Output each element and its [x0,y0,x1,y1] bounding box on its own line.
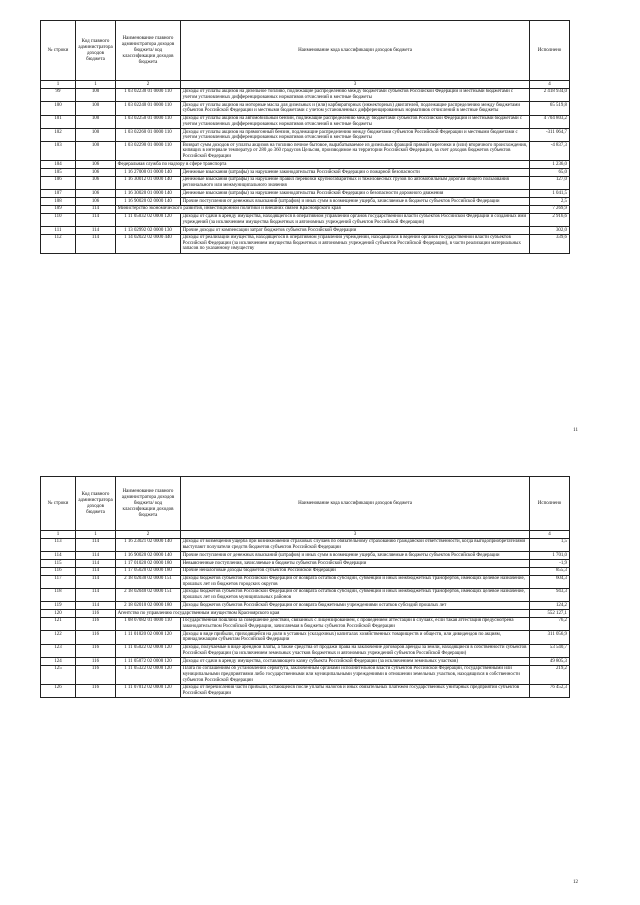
row-number-cell: 113 [41,538,76,551]
classification-name-cell: Доходы в виде прибыли, приходящейся на доли в уставных (складочных) капиталах хозяйственных товариществ и обществ, или дивидендов по акциям, принадлежащим субъектам Российской Федерации [181,631,530,644]
column-number: 1 [76,81,116,89]
row-number-cell: 120 [41,610,76,618]
admin-code-cell: 106 [76,197,116,205]
header-admin-code: Код главного администратора доходов бюджета [76,21,116,81]
admin-code-cell: 114 [76,559,116,567]
row-number-cell: 100 [41,102,76,115]
classification-code-cell: 1 11 05072 02 0000 120 [116,657,181,665]
table-row [41,88,570,101]
classification-name-cell: Доходы от перечисления части прибыли, остающейся после уплаты налогов и иных обязательных платежей государственных унитарных предприятий субъектов Российской Федерации [181,684,530,697]
header-executed: Исполнено [530,21,570,81]
amount-cell: -4 837,3 [530,142,570,161]
admin-code-cell: 100 [76,142,116,161]
table-row [41,197,570,205]
column-number: 1 [41,81,76,89]
admin-code-cell: 114 [76,234,116,253]
amount-cell: 2,5 [530,197,570,205]
classification-name-cell: Денежные взыскания (штрафы) за нарушение правил перевозки крупногабаритных и тяжеловесных грузов по автомобильным дорогам общего пользования регионального или межмуниципального значения [181,176,530,189]
row-number-cell: 112 [41,234,76,253]
table-row [41,142,570,161]
classification-name-cell: Возврат сумм доходов от уплаты акцизов на топливо печное бытовое, вырабатываемое из дизельных фракций прямой перегонки и (или) вторичного происхождения, кипящих в интервале температур от 280 до 360 градусов Цельсия, производимое на территории Российской Федерации, за счет доходов бюджетов субъектов Российской Федерации [181,142,530,161]
row-number-cell: 107 [41,190,76,198]
row-number-cell: 104 [41,161,76,169]
row-number-cell: 105 [41,169,76,177]
page-number: 11 [573,428,578,433]
row-number-cell: 110 [41,213,76,226]
classification-name-cell: Прочие поступления от денежных взысканий (штрафов) и иных сумм в возмещение ущерба, зачисляемые в бюджеты субъектов Российской Федерации [181,552,530,560]
header-executed: Исполнено [530,477,570,531]
classification-code-cell: 1 03 02260 01 0000 110 [116,128,181,141]
admin-code-cell: 116 [76,657,116,665]
amount-cell: 7 269,9 [530,205,570,213]
admin-code-cell: 100 [76,115,116,128]
header-admin-code: Код главного администратора доходов бюджета [76,477,116,531]
classification-code-cell: 1 03 02240 01 0000 110 [116,102,181,115]
admin-code-cell: 114 [76,575,116,588]
amount-cell: -311 064,7 [530,128,570,141]
classification-code-cell: 1 11 07012 02 0000 120 [116,684,181,697]
classification-code-cell: 1 16 30012 01 0000 140 [116,176,181,189]
header-row-number: № строки [41,477,76,531]
classification-name-cell: Доходы бюджетов субъектов Российской Федерации от возврата остатков субсидий, субвенций и иных межбюджетных трансфертов, имеющих целевое назначение, прошлых лет из бюджетов городских округов [181,575,530,588]
admin-code-cell: 106 [76,169,116,177]
amount-cell: 1 701,0 [530,552,570,560]
column-number: 4 [530,531,570,539]
amount-cell: 53 540,7 [530,644,570,657]
admin-code-cell: 116 [76,644,116,657]
admin-code-cell: 100 [76,88,116,101]
amount-cell: 552 127,1 [530,610,570,618]
section-name-cell: Агентство по управлению государственным имуществом Красноярского края [116,610,530,618]
table-row [41,610,570,618]
classification-name-cell: Доходы от уплаты акцизов на дизельное топливо, подлежащие распределению между бюджетами субъектов Российской Федерации и местными бюджетами с учетом установленных дифференцированных нормативов отчислений в местные бюджеты [181,88,530,101]
header-admin-name: Наименование главного администратора доходов бюджета/ код классификации доходов бюджета [116,21,181,81]
table-row [41,644,570,657]
classification-name-cell: Невыясненные поступления, зачисляемые в бюджеты субъектов Российской Федерации [181,559,530,567]
table-row [41,226,570,234]
amount-cell: 65,0 [530,169,570,177]
admin-code-cell: 100 [76,102,116,115]
amount-cell: 2 418 934,0 [530,88,570,101]
page-number: 12 [573,880,578,885]
table-row [41,176,570,189]
table-row [41,234,570,253]
classification-name-cell: Доходы от сдачи в аренду имущества, находящегося в оперативном управлении органов государственной власти субъектов Российской Федерации и созданных ими учреждений (за исключением имущества бюджетных и автономных учреждений субъектов Российской Федерации) [181,213,530,226]
row-number-cell: 103 [41,142,76,161]
classification-code-cell: 1 16 27000 01 0000 140 [116,169,181,177]
header-classification-name: Наименование кода классификации доходов бюджета [181,21,530,81]
classification-name-cell: Доходы от уплаты акцизов на моторные масла для дизельных и (или) карбюраторных (инжекторных) двигателей, подлежащие распределению между бюджетами субъектов Российской Федерации и местными бюджетами с учетом установленных дифференцированных нормативов отчислений в местные бюджеты [181,102,530,115]
classification-name-cell: Доходы бюджетов субъектов Российской Федерации от возврата остатков субсидий, субвенций и иных межбюджетных трансфертов, имеющих целевое назначение, прошлых лет из бюджетов муниципальных районов [181,588,530,601]
row-number-cell: 102 [41,128,76,141]
column-number: 1 [76,531,116,539]
classification-code-cell: 1 17 01020 02 0000 180 [116,559,181,567]
section-name-cell: Федеральная служба по надзору в сфере транспорта [116,161,530,169]
classification-name-cell: Доходы от возмещения ущерба при возникновении страховых случаев по обязательному страхованию гражданской ответственности, когда выгодоприобретателями выступают получатели средств бюджетов субъектов Российской Федерации [181,538,530,551]
classification-name-cell: Государственная пошлина за совершение действий, связанных с лицензированием, с проведением аттестации в случаях, если такая аттестация предусмотрена законодательством Российской Федерации, зачисляемая в бюджеты субъектов Российской Федерации [181,617,530,630]
admin-code-cell: 100 [76,128,116,141]
column-number: 1 [41,531,76,539]
classification-name-cell: Прочие доходы от компенсации затрат бюджетов субъектов Российской Федерации [181,226,530,234]
row-number-cell: 101 [41,115,76,128]
classification-code-cell: 1 03 02250 01 0000 110 [116,115,181,128]
amount-cell: 2 916,6 [530,213,570,226]
classification-code-cell: 1 16 90020 02 0000 140 [116,552,181,560]
admin-code-cell: 114 [76,602,116,610]
classification-name-cell: Денежные взыскания (штрафы) за нарушение законодательства Российской Федерации о безопасности дорожного движения [181,190,530,198]
column-number: 2 [116,81,181,89]
row-number-cell: 125 [41,665,76,684]
table-row [41,602,570,610]
column-number: 2 [116,531,181,539]
table-row [41,213,570,226]
admin-code-cell: 114 [76,226,116,234]
classification-code-cell: 1 08 07082 01 0000 110 [116,617,181,630]
admin-code-cell: 114 [76,205,116,213]
admin-code-cell: 114 [76,567,116,575]
table-row [41,657,570,665]
classification-name-cell: Прочие поступления от денежных взысканий (штрафов) и иных сумм в возмещение ущерба, зачисляемые в бюджеты субъектов Российской Федерации [181,197,530,205]
classification-code-cell: 1 11 01020 02 0000 120 [116,631,181,644]
amount-cell: 339,6 [530,234,570,253]
amount-cell: 1,5 [530,538,570,551]
classification-name-cell: Денежные взыскания (штрафы) за нарушение законодательства Российской Федерации о пожарной безопасности [181,169,530,177]
classification-code-cell: 2 18 02030 02 0000 151 [116,575,181,588]
table-row [41,631,570,644]
header-row-number: № строки [41,21,76,81]
table-page-12 [40,476,570,698]
classification-code-cell: 1 16 23021 02 0000 140 [116,538,181,551]
table-row [41,169,570,177]
table-row [41,617,570,630]
classification-code-cell: 1 17 05020 02 0000 180 [116,567,181,575]
row-number-cell: 117 [41,575,76,588]
row-number-cell: 124 [41,657,76,665]
classification-code-cell: 1 16 30020 01 0000 140 [116,190,181,198]
classification-name-cell: Плата по соглашениям об установлении сервитута, заключенным органами исполнительной власти субъектов Российской Федерации, государственными или муниципальными предприятиями либо государственными или муниципальными учреждениями в отношении земельных участков, находящихся в собственности субъектов Российской Федерации [181,665,530,684]
row-number-cell: 115 [41,559,76,567]
admin-code-cell: 116 [76,610,116,618]
amount-cell: 1 041,5 [530,190,570,198]
table-row [41,588,570,601]
amount-cell: 49 805,3 [530,657,570,665]
table-row [41,684,570,697]
admin-code-cell: 116 [76,684,116,697]
admin-code-cell: 106 [76,161,116,169]
table-row [41,538,570,551]
classification-name-cell: Доходы от уплаты акцизов на прямогонный бензин, подлежащие распределению между бюджетами субъектов Российской Федерации и местными бюджетами с учетом установленных дифференцированных нормативов отчислений в местные бюджеты [181,128,530,141]
table-row [41,128,570,141]
admin-code-cell: 114 [76,213,116,226]
table-row [41,575,570,588]
classification-name-cell: Доходы от уплаты акцизов на автомобильный бензин, подлежащие распределению между бюджетами субъектов Российской Федерации и местными бюджетами с учетом установленных дифференцированных нормативов отчислений в местные бюджеты [181,115,530,128]
table-page-11 [40,20,570,254]
classification-code-cell: 1 13 02992 02 0000 130 [116,226,181,234]
admin-code-cell: 116 [76,631,116,644]
column-number: 3 [181,81,530,89]
admin-code-cell: 106 [76,190,116,198]
header-admin-name: Наименование главного администратора доходов бюджета/ код классификации доходов бюджета [116,477,181,531]
row-number-cell: 109 [41,205,76,213]
classification-code-cell: 1 03 02230 01 0000 110 [116,88,181,101]
row-number-cell: 111 [41,226,76,234]
admin-code-cell: 116 [76,665,116,684]
admin-code-cell: 114 [76,588,116,601]
row-number-cell: 114 [41,552,76,560]
admin-code-cell: 106 [76,176,116,189]
row-number-cell: 106 [41,176,76,189]
classification-code-cell: 2 18 02010 02 0000 180 [116,602,181,610]
row-number-cell: 126 [41,684,76,697]
classification-code-cell: 1 11 05322 02 0000 120 [116,665,181,684]
header-classification-name: Наименование кода классификации доходов бюджета [181,477,530,531]
classification-name-cell: Прочие неналоговые доходы бюджетов субъектов Российской Федерации [181,567,530,575]
table-row [41,665,570,684]
amount-cell: 604,3 [530,575,570,588]
row-number-cell: 118 [41,588,76,601]
amount-cell: 65 519,8 [530,102,570,115]
row-number-cell: 119 [41,602,76,610]
table-row [41,190,570,198]
classification-code-cell: 1 14 02022 02 0000 440 [116,234,181,253]
column-number: 4 [530,81,570,89]
row-number-cell: 108 [41,197,76,205]
row-number-cell: 121 [41,617,76,630]
amount-cell: 219,2 [530,665,570,684]
section-name-cell: Министерство экономического развития, инвестиционной политики и внешних связей Красноярского края [116,205,530,213]
amount-cell: 311 056,9 [530,631,570,644]
admin-code-cell: 114 [76,552,116,560]
table-body [41,538,570,697]
amount-cell: 76,2 [530,617,570,630]
table-body [41,88,570,253]
classification-name-cell: Доходы от реализации имущества, находящегося в оперативном управлении учреждений, находящихся в ведении органов государственной власти субъектов Российской Федерации (за исключением имущества бюджетных и автономных учреждений субъектов Российской Федерации), в части реализации материальных запасов по указанному имуществу [181,234,530,253]
table-row [41,115,570,128]
table-row [41,205,570,213]
row-number-cell: 123 [41,644,76,657]
classification-code-cell: 1 16 90020 02 0000 140 [116,197,181,205]
classification-name-cell: Доходы бюджетов субъектов Российской Федерации от возврата бюджетными учреждениями остатков субсидий прошлых лет [181,602,530,610]
row-number-cell: 116 [41,567,76,575]
classification-code-cell: 2 18 02040 02 0000 151 [116,588,181,601]
admin-code-cell: 116 [76,617,116,630]
column-number: 3 [181,531,530,539]
amount-cell: 127,0 [530,176,570,189]
row-number-cell: 122 [41,631,76,644]
amount-cell: 943,3 [530,588,570,601]
admin-code-cell: 114 [76,538,116,551]
table-row [41,559,570,567]
amount-cell: 302,0 [530,226,570,234]
classification-code-cell: 1 03 02290 01 0000 110 [116,142,181,161]
classification-code-cell: 1 11 05032 02 0000 120 [116,213,181,226]
amount-cell: 855,3 [530,567,570,575]
classification-code-cell: 1 11 05022 02 0000 120 [116,644,181,657]
row-number-cell: 99 [41,88,76,101]
amount-cell: 76 452,3 [530,684,570,697]
amount-cell: 1 236,0 [530,161,570,169]
classification-name-cell: Доходы, получаемые в виде арендной платы, а также средства от продажи права на заключение договоров аренды за земли, находящиеся в собственности субъектов Российской Федерации (за исключением земельных участков бюджетных и автономных учреждений субъектов Российской Федерации) [181,644,530,657]
table-row [41,567,570,575]
amount-cell: 4 704 803,2 [530,115,570,128]
table-row [41,102,570,115]
amount-cell: -1,9 [530,559,570,567]
table-row [41,552,570,560]
table-row [41,161,570,169]
amount-cell: 124,2 [530,602,570,610]
classification-name-cell: Доходы от сдачи в аренду имущества, составляющего казну субъекта Российской Федерации (за исключением земельных участков) [181,657,530,665]
